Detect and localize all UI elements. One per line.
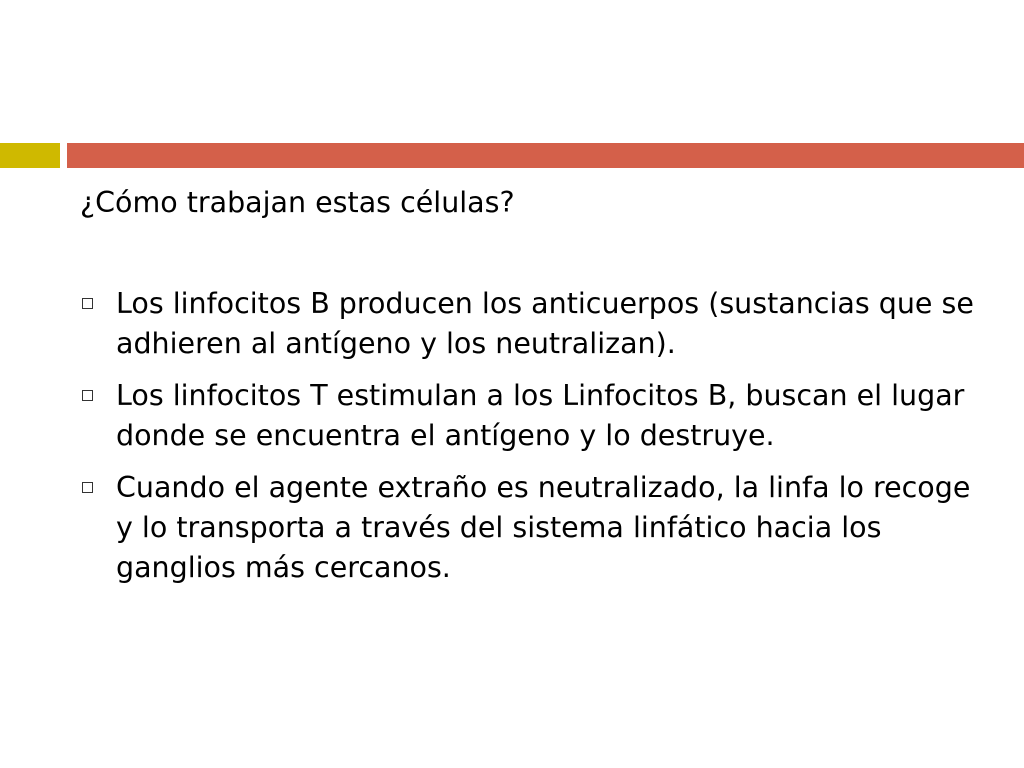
slide-content xyxy=(80,180,980,584)
hollow-square-bullet-icon xyxy=(82,298,93,309)
slide-heading: ¿Cómo trabajan estas células? xyxy=(80,186,515,219)
bullet-item xyxy=(80,284,980,364)
hollow-square-bullet-icon xyxy=(82,482,93,493)
accent-bar-left xyxy=(0,143,60,168)
bullet-item xyxy=(80,376,980,456)
bullet-item xyxy=(80,468,980,588)
accent-bar-right xyxy=(67,143,1024,168)
bullet-list xyxy=(80,284,980,600)
hollow-square-bullet-icon xyxy=(82,390,93,401)
bullet-text: Los linfocitos T estimulan a los Linfocitos B, buscan el lugar donde se encuentra el antígeno y lo destruye. xyxy=(116,379,965,452)
bullet-text: Los linfocitos B producen los anticuerpos (sustancias que se adhieren al antígeno y los neutralizan). xyxy=(116,287,974,360)
bullet-text: Cuando el agente extraño es neutralizado, la linfa lo recoge y lo transporta a través del sistema linfático hacia los ganglios más cercanos. xyxy=(116,471,971,584)
